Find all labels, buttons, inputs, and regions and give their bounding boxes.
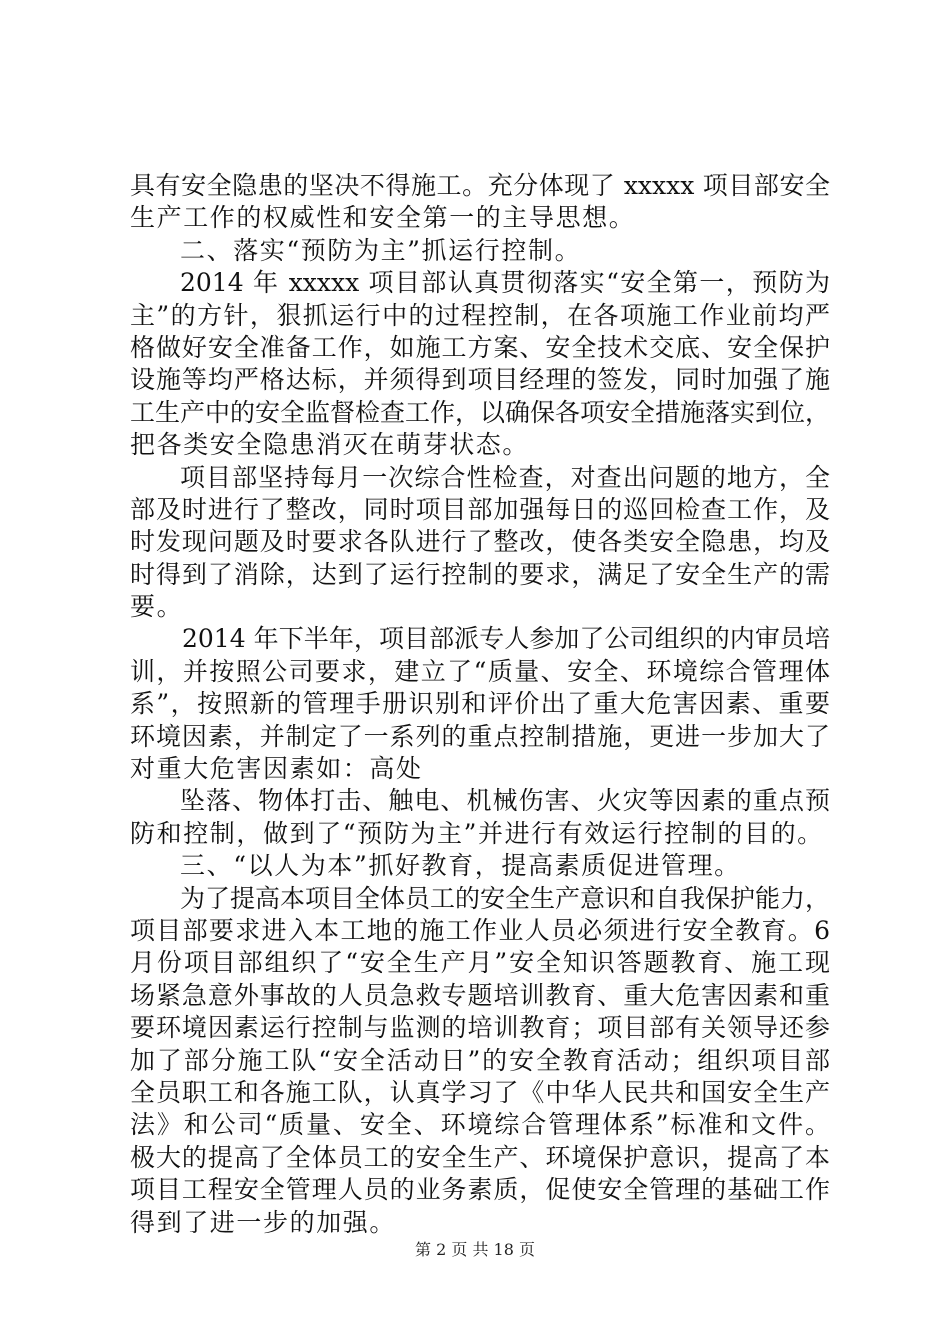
body-line: 把各类安全隐患消灭在萌芽状态。 — [130, 430, 530, 460]
body-line: 时得到了消除，达到了运行控制的要求，满足了安全生产的需 — [130, 559, 830, 589]
body-line: 工生产中的安全监督检查工作，以确保各项安全措施落实到位， — [130, 397, 830, 427]
body-line: 法》和公司“质量、安全、环境综合管理体系”标准和文件。 — [130, 1110, 830, 1140]
body-line: 加了部分施工队“安全活动日”的安全教育活动；组织项目部 — [130, 1045, 830, 1075]
body-line: 时发现问题及时要求各队进行了整改，使各类安全隐患，均及 — [130, 527, 830, 557]
section-heading: 二、落实“预防为主”抓运行控制。 — [180, 235, 582, 265]
body-line: 项目部要求进入本工地的施工作业人员必须进行安全教育。6 — [130, 915, 830, 945]
page-number: 第 2 页 共 18 页 — [415, 1240, 535, 1259]
body-line: 为了提高本项目全体员工的安全生产意识和自我保护能力， — [180, 883, 830, 913]
body-line: 防和控制，做到了“预防为主”并进行有效运行控制的目的。 — [130, 818, 824, 848]
body-line: 月份项目部组织了“安全生产月”安全知识答题教育、施工现 — [130, 948, 830, 978]
body-line: 极大的提高了全体员工的安全生产、环境保护意识，提高了本 — [130, 1142, 830, 1172]
body-line: 项目工程安全管理人员的业务素质，促使安全管理的基础工作 — [130, 1175, 830, 1205]
body-line: 2014 年 xxxxx 项目部认真贯彻落实“安全第一，预防为 — [180, 268, 830, 298]
body-line: 全员职工和各施工队，认真学习了《中华人民共和国安全生产 — [130, 1077, 830, 1107]
body-line: 系”，按照新的管理手册识别和评价出了重大危害因素、重要 — [130, 689, 830, 719]
body-line: 项目部坚持每月一次综合性检查，对查出问题的地方，全 — [180, 462, 830, 492]
body-line: 环境因素，并制定了一系列的重点控制措施，更进一步加大了 — [130, 721, 830, 751]
body-line: 具有安全隐患的坚决不得施工。充分体现了 xxxxx 项目部安全 — [130, 171, 830, 200]
section-heading: 三、“以人为本”抓好教育，提高素质促进管理。 — [180, 851, 741, 881]
body-line: 坠落、物体打击、触电、机械伤害、火灾等因素的重点预 — [180, 786, 830, 816]
body-line: 生产工作的权威性和安全第一的主导思想。 — [130, 203, 636, 233]
body-line: 设施等均严格达标，并须得到项目经理的签发，同时加强了施 — [130, 365, 830, 395]
body-line: 格做好安全准备工作，如施工方案、安全技术交底、安全保护 — [130, 332, 830, 362]
body-line: 场紧急意外事故的人员急救专题培训教育、重大危害因素和重 — [130, 980, 830, 1010]
body-line: 要。 — [130, 592, 184, 622]
body-line: 得到了进一步的加强。 — [130, 1207, 397, 1237]
body-line: 训，并按照公司要求，建立了“质量、安全、环境综合管理体 — [130, 656, 830, 686]
body-line: 要环境因素运行控制与监测的培训教育；项目部有关领导还参 — [130, 1013, 830, 1043]
body-line: 2014 年下半年，项目部派专人参加了公司组织的内审员培 — [182, 624, 830, 654]
body-line: 主”的方针，狠抓运行中的过程控制，在各项施工作业前均严 — [130, 300, 830, 330]
document-body — [130, 170, 830, 1239]
body-line: 部及时进行了整改，同时项目部加强每日的巡回检查工作，及 — [130, 494, 830, 524]
body-line: 对重大危害因素如：高处 — [130, 754, 423, 784]
